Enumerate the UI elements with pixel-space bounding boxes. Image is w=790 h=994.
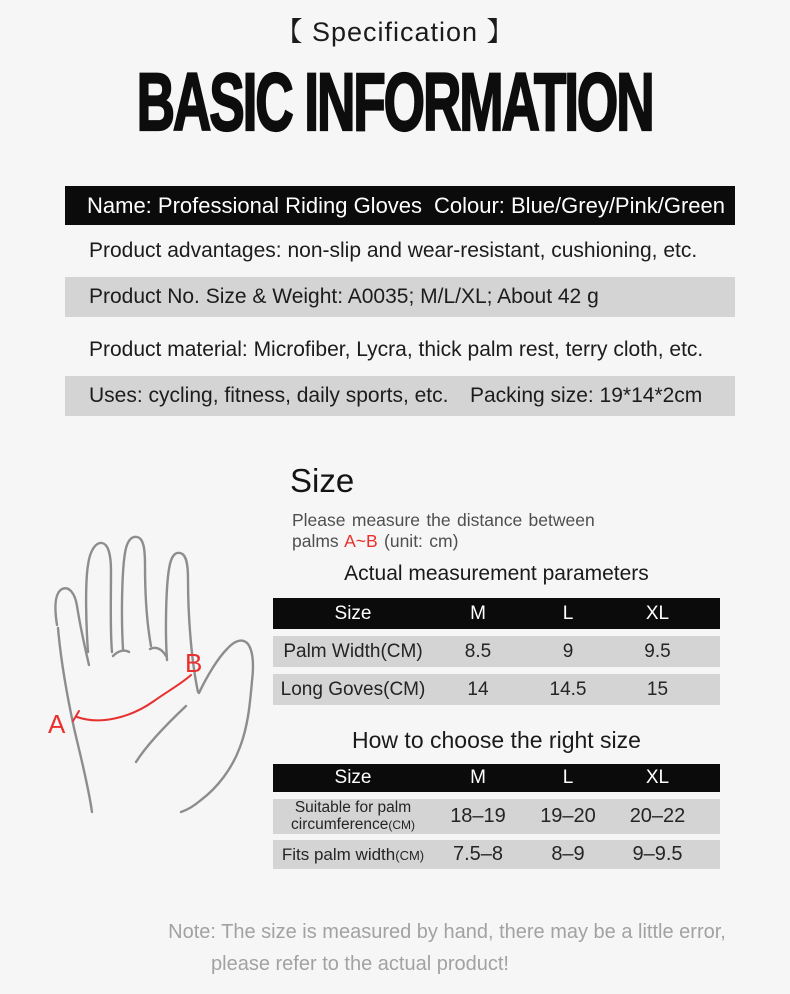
size-heading: Size [290,462,355,499]
hand-finger-web-1 [113,651,129,656]
info-row-material [65,330,735,370]
size-instructions [292,510,595,552]
header-cell-xl: XL [645,602,670,624]
measurement-table-title: Actual measurement parameters [344,562,649,585]
footer-note-line1: Note: The size is measured by hand, there may be a little error, [168,921,726,943]
table-row [273,636,720,667]
size-instructions-line2: palms A~B (unit: cm) [292,531,459,551]
cell-value: 20–22 [629,805,686,827]
spec-section-header: 【 Specification 】 [275,17,515,47]
unit-label: (CM) [395,847,425,863]
measurement-table [273,598,720,712]
table-row [273,799,720,834]
choose-table [273,764,720,869]
row-label: Suitable for palm circumference(CM) [291,799,415,833]
unit-label: (CM) [388,817,415,832]
info-row-text: Product material: Microfiber, Lycra, thick palm rest, terry cloth, etc. [89,338,704,361]
name-colour-bar [65,186,735,225]
main-title-wrap [0,56,790,148]
cell-value: 9 [562,640,574,662]
row-label: Fits palm width(CM) [281,844,425,864]
hand-finger-web-2 [150,648,166,656]
info-row-advantages [65,231,735,271]
cell-value: 9.5 [644,640,671,662]
hand-middle-finger [122,537,151,649]
table-row [273,674,720,705]
packing-size-text: Packing size: 19*14*2cm [470,384,703,407]
info-row-text: Uses: cycling, fitness, daily sports, etc. [89,384,449,407]
header-cell-m: M [470,767,486,788]
choose-table-title: How to choose the right size [352,727,641,753]
hand-thumb-crease [136,706,186,762]
choose-table-header [273,764,720,792]
header-cell-size: Size [334,767,372,788]
row-label: Palm Width(CM) [283,640,423,662]
cell-value: 9–9.5 [632,843,683,865]
cell-value: 19–20 [540,805,596,827]
product-colour-label: Colour: Blue/Grey/Pink/Green [433,192,725,218]
header-cell-l: L [562,602,574,624]
cell-value: 15 [646,678,669,700]
row-label: Long Goves(CM) [280,678,426,700]
table-row [273,840,720,869]
header-cell-m: M [470,602,486,624]
info-row-number-size-weight [65,277,735,317]
measurement-arc-tick [73,711,79,721]
footer-note-line2: please refer to the actual product! [211,953,509,975]
hand-ring-finger [86,543,112,652]
cell-value: 8–9 [551,843,585,865]
cell-value: 8.5 [464,640,492,662]
point-a-label: A [48,709,66,739]
hand-diagram [28,528,278,858]
measurement-arc [77,675,191,720]
ab-range-text: A~B [344,531,378,551]
cell-value: 7.5–8 [452,843,504,865]
cell-value: 14 [467,678,489,700]
header-cell-xl: XL [645,767,670,788]
point-b-label: B [185,648,203,678]
header-cell-size: Size [334,602,372,624]
info-row-text: Product advantages: non-slip and wear-resistant, cushioning, etc. [89,239,698,262]
info-row-uses-packing [65,376,735,416]
measurement-table-header [273,598,720,629]
cell-value: 18–19 [450,805,506,827]
header-cell-l: L [562,767,574,788]
size-instructions-line1: Please measure the distance between [292,510,595,530]
cell-value: 14.5 [549,678,587,700]
info-row-text: Product No. Size & Weight: A0035; M/L/XL; About 42 g [89,285,599,308]
product-name-label: Name: Professional Riding Gloves [87,192,423,218]
page-title: BASIC INFORMATION [137,56,653,148]
